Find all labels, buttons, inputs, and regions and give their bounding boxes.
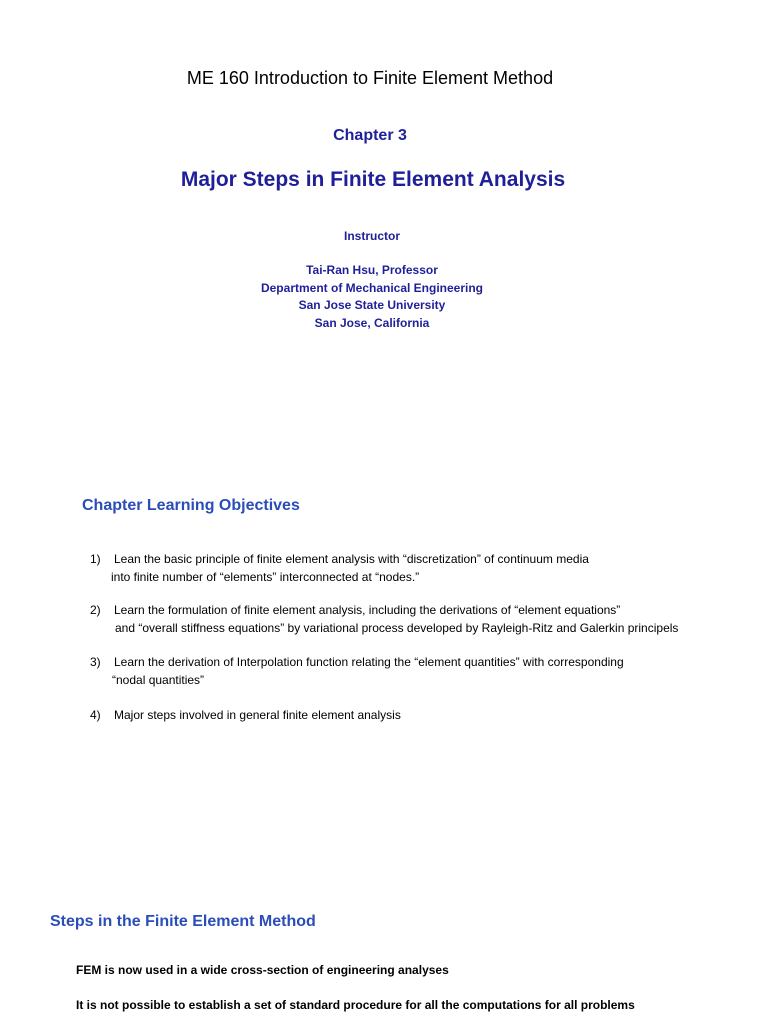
- objective-number: 3): [90, 655, 101, 669]
- objective-line: Learn the derivation of Interpolation function relating the “element quantities” with corresponding: [114, 655, 624, 669]
- objective-continuation: and “overall stiffness equations” by variational process developed by Rayleigh-Ritz and Galerkin principels: [115, 621, 679, 635]
- objective-line: Lean the basic principle of finite element analysis with “discretization” of continuum media: [114, 552, 589, 566]
- instructor-info: [0, 262, 744, 332]
- instructor-label: Instructor: [343, 229, 400, 243]
- objective-continuation: into finite number of “elements” interconnected at “nodes.”: [111, 570, 420, 584]
- chapter-label: Chapter 3: [333, 127, 407, 144]
- steps-paragraph-2: It is not possible to establish a set of standard procedure for all the computations for all problems: [76, 998, 635, 1012]
- instructor-location: San Jose, California: [314, 315, 430, 330]
- objective-line: Major steps involved in general finite element analysis: [114, 708, 401, 722]
- course-title: ME 160 Introduction to Finite Element Method: [186, 68, 554, 88]
- instructor-university: San Jose State University: [298, 298, 446, 312]
- objective-number: 4): [90, 708, 101, 722]
- instructor-name: Tai-Ran Hsu, Professor: [306, 263, 438, 277]
- objectives-heading: Chapter Learning Objectives: [82, 497, 300, 514]
- objective-item: [90, 706, 750, 724]
- objective-continuation: “nodal quantities”: [112, 673, 205, 687]
- objective-number: 2): [90, 603, 101, 617]
- objective-item: [90, 550, 750, 586]
- chapter-title: Major Steps in Finite Element Analysis: [180, 168, 566, 191]
- objective-number: 1): [90, 552, 101, 566]
- steps-heading: Steps in the Finite Element Method: [50, 913, 316, 930]
- instructor-department: Department of Mechanical Engineering: [260, 280, 484, 295]
- objective-item: [90, 601, 750, 637]
- objective-line: Learn the formulation of finite element analysis, including the derivations of “element equations”: [114, 603, 621, 617]
- steps-paragraph-1: FEM is now used in a wide cross-section of engineering analyses: [76, 963, 449, 977]
- objective-item: [90, 653, 750, 689]
